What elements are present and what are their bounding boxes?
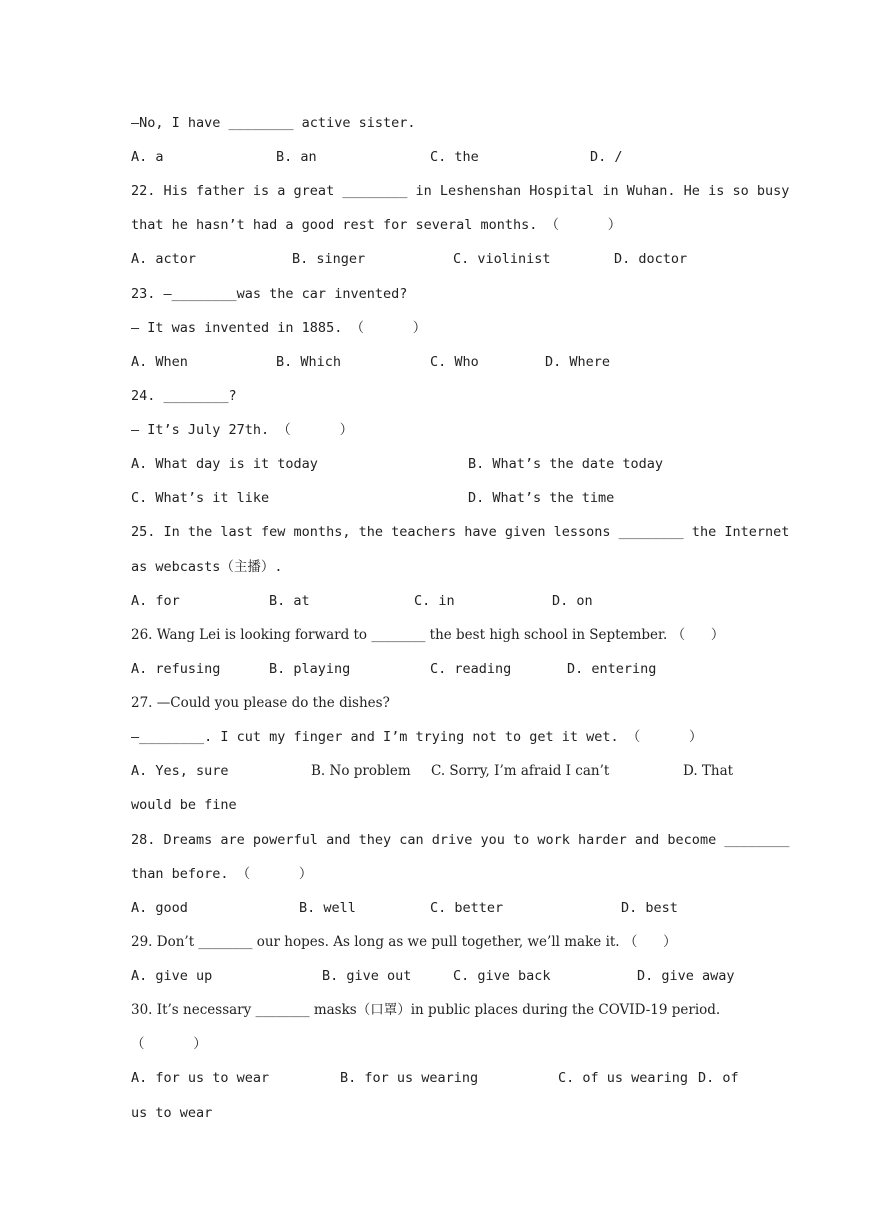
q27-option-c: C. Sorry, I’m afraid I can’t (431, 763, 610, 779)
q28-stem-cont: than before. （ ） (131, 866, 313, 882)
q30-option-d-cont: us to wear (131, 1105, 213, 1121)
q25-option-b: B. at (269, 593, 310, 609)
q28-option-d: D. best (621, 900, 678, 916)
q27-answer: —________. I cut my finger and I’m trying not to get it wet. （ ） (131, 729, 703, 745)
q23-option-d: D. Where (545, 354, 611, 370)
q27-stem: 27. —Could you please do the dishes? (131, 695, 390, 711)
q21-option-b: B. an (276, 149, 317, 165)
q24-option-c: C. What’s it like (131, 490, 270, 506)
q27-option-d: D. That (683, 763, 734, 779)
q27-option-d-cont: would be fine (131, 797, 237, 813)
q24-stem: 24. ________? (131, 388, 237, 404)
q27-option-b: B. No problem (311, 763, 411, 779)
q30-bracket: （ ） (131, 1036, 207, 1052)
q29-option-d: D. give away (637, 968, 735, 984)
q29-stem: 29. Don’t ________ our hopes. As long as we pull together, we’ll make it. （ ） (131, 934, 677, 950)
q26-option-b: B. playing (269, 661, 351, 677)
q22-option-c: C. violinist (453, 251, 551, 267)
q27-option-a: A. Yes, sure (131, 763, 229, 779)
q25-option-c: C. in (414, 593, 455, 609)
q30-option-b: B. for us wearing (340, 1070, 479, 1086)
q23-option-c: C. Who (430, 354, 479, 370)
q22-stem: 22. His father is a great ________ in Leshenshan Hospital in Wuhan. He is so busy (131, 183, 790, 199)
q23-option-a: A. When (131, 354, 188, 370)
q23-answer: — It was invented in 1885. （ ） (131, 320, 427, 336)
q23-stem: 23. —________was the car invented? (131, 286, 408, 302)
q25-stem-cont: as webcasts（主播）. (131, 559, 283, 575)
q21-option-d: D. / (590, 149, 623, 165)
q28-option-b: B. well (299, 900, 356, 916)
q26-option-c: C. reading (430, 661, 512, 677)
q30-option-d: D. of (698, 1070, 739, 1086)
q26-stem: 26. Wang Lei is looking forward to ________ the best high school in September. （ ） (131, 627, 725, 643)
q29-option-c: C. give back (453, 968, 551, 984)
q30-option-a: A. for us to wear (131, 1070, 270, 1086)
q25-option-d: D. on (552, 593, 593, 609)
q22-option-d: D. doctor (614, 251, 688, 267)
q21-option-a: A. a (131, 149, 164, 165)
q28-option-a: A. good (131, 900, 188, 916)
q30-option-c: C. of us wearing (558, 1070, 689, 1086)
q24-option-a: A. What day is it today (131, 456, 318, 472)
q21-stem: —No, I have ________ active sister. (131, 115, 416, 131)
q24-option-b: B. What’s the date today (468, 456, 664, 472)
q24-option-d: D. What’s the time (468, 490, 615, 506)
q22-option-b: B. singer (292, 251, 366, 267)
q22-stem-cont: that he hasn’t had a good rest for several months. （ ） (131, 217, 622, 233)
q21-option-c: C. the (430, 149, 479, 165)
q29-option-a: A. give up (131, 968, 213, 984)
q28-option-c: C. better (430, 900, 504, 916)
q30-stem: 30. It’s necessary ________ masks（口罩）in public places during the COVID-19 period. (131, 1002, 721, 1018)
q25-stem: 25. In the last few months, the teachers have given lessons ________ the Internet (131, 524, 790, 540)
q23-option-b: B. Which (276, 354, 342, 370)
q26-option-d: D. entering (567, 661, 657, 677)
q28-stem: 28. Dreams are powerful and they can drive you to work harder and become ________ (131, 832, 790, 848)
q26-option-a: A. refusing (131, 661, 221, 677)
q22-option-a: A. actor (131, 251, 197, 267)
q24-answer: — It’s July 27th. （ ） (131, 422, 354, 438)
q29-option-b: B. give out (322, 968, 412, 984)
q25-option-a: A. for (131, 593, 180, 609)
